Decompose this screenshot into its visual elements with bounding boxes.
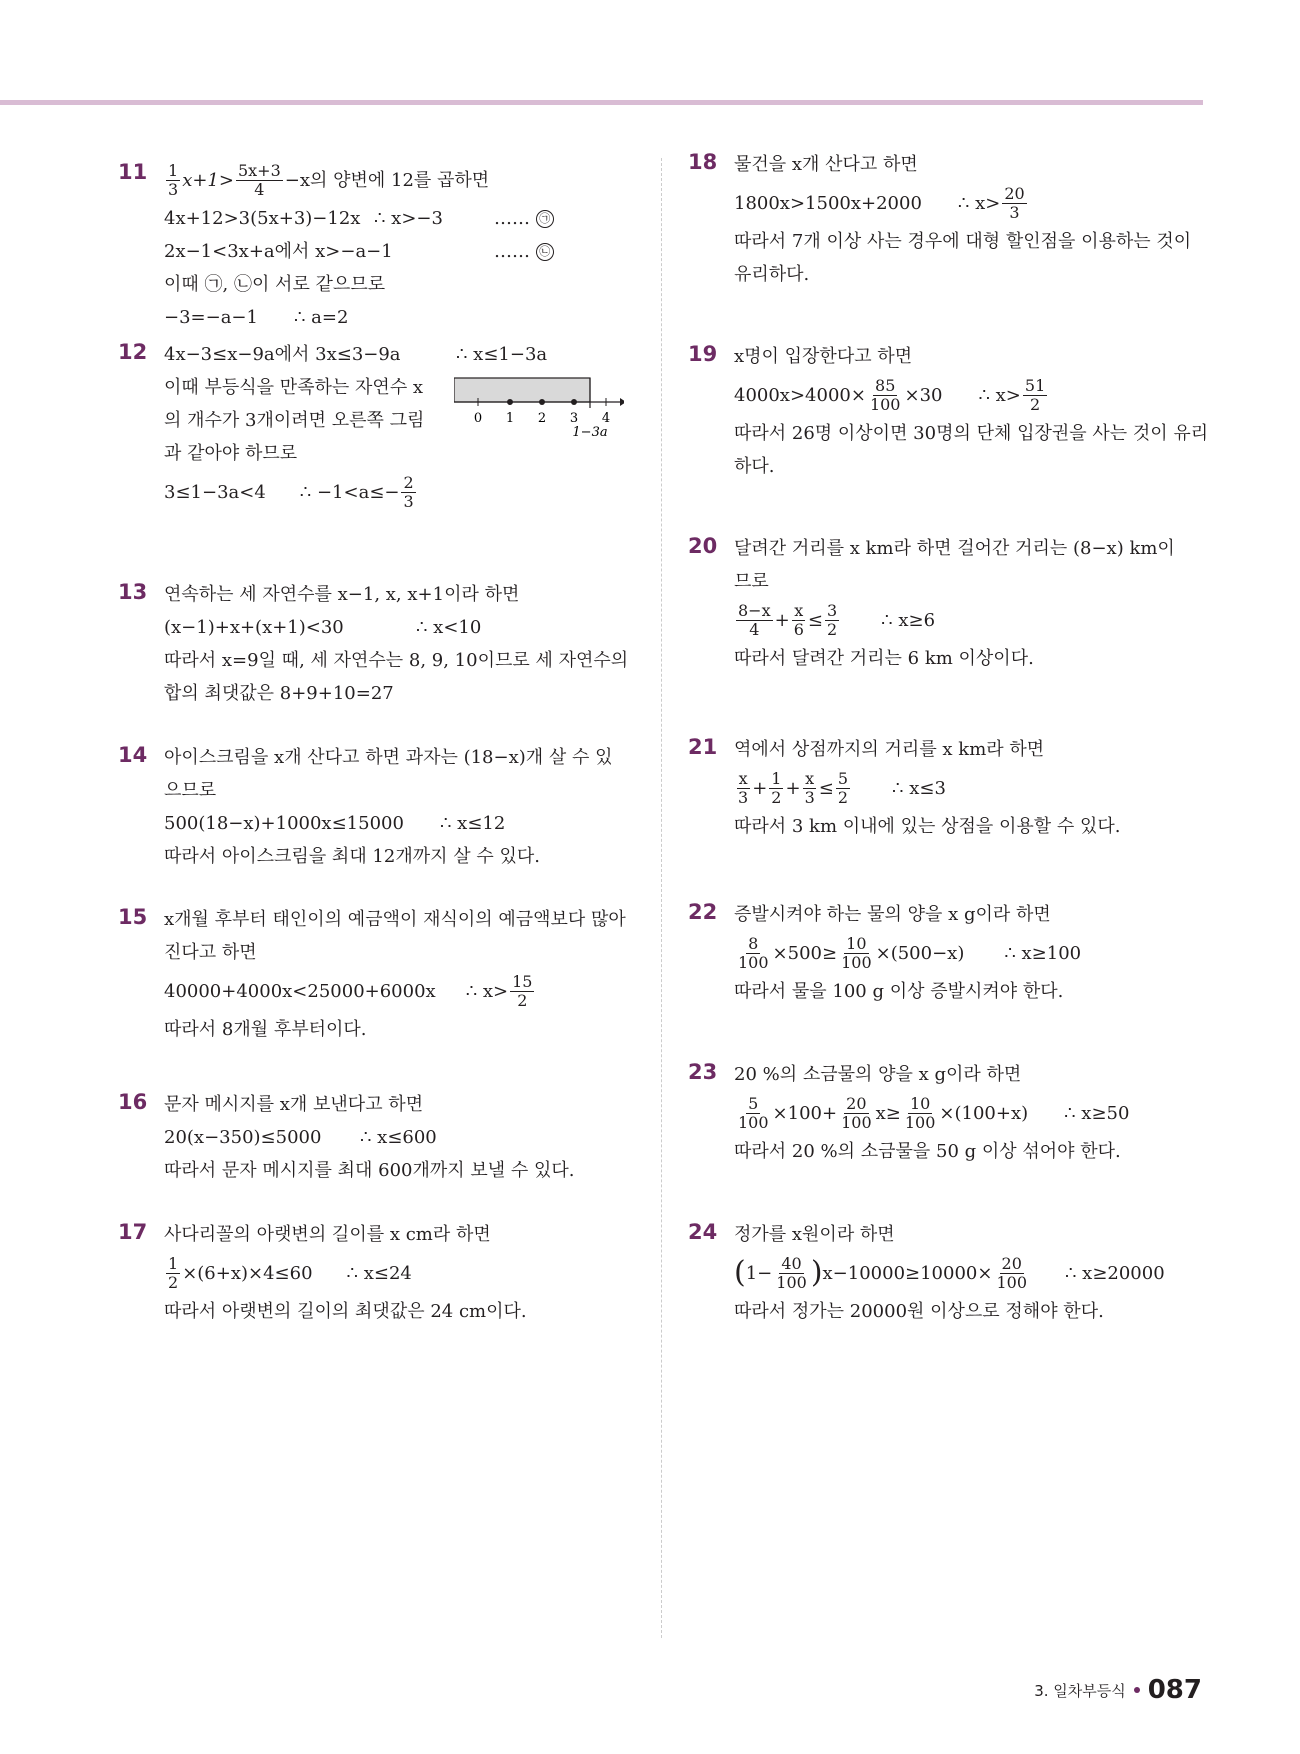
line: 므로	[734, 571, 769, 592]
page-number: 087	[1147, 1675, 1202, 1705]
line: 문자 메시지를 x개 보낸다고 하면	[164, 1094, 424, 1115]
problem-14	[118, 741, 638, 873]
line: 의 개수가 3개이려면 오른쪽 그림	[164, 410, 425, 431]
line: 합의 최댓값은 8+9+10=27	[164, 683, 394, 704]
line: 사다리꼴의 아랫변의 길이를 x cm라 하면	[164, 1224, 491, 1245]
fraction: $\frac{1}{3}$	[168, 160, 179, 199]
problem-21	[688, 733, 1208, 843]
line: 따라서 문자 메시지를 최대 600개까지 보낼 수 있다.	[164, 1160, 575, 1181]
problem-23	[688, 1058, 1208, 1168]
line: 따라서 아이스크림을 최대 12개까지 살 수 있다.	[164, 846, 540, 867]
line: (x−1)+x+(x+1)<30 ∴ x<10	[164, 617, 482, 638]
bullet-dot	[1134, 1687, 1140, 1693]
point-2	[539, 399, 545, 405]
fraction: $\frac{20}{100}$	[841, 1093, 872, 1132]
fraction: $\frac{5x+3}{4}$	[237, 160, 281, 199]
problem-number: 17	[118, 1220, 148, 1244]
tick-label-4: 4	[601, 411, 611, 426]
page-footer	[1034, 1675, 1202, 1705]
problem-24	[688, 1218, 1208, 1328]
fraction: $\frac{x}{3}$	[804, 768, 815, 807]
tick-label-0: 0	[473, 411, 483, 426]
problem-18	[688, 148, 1208, 291]
line: 증발시켜야 하는 물의 양을 x g이라 하면	[734, 904, 1051, 925]
line: 따라서 물을 100 g 이상 증발시켜야 한다.	[734, 981, 1064, 1002]
top-rule	[0, 100, 1203, 105]
shaded-region	[454, 378, 590, 402]
line: $\frac{8}{100}$ ×500≥ $\frac{10}{100}$ ×(500−x) ∴ x≥100	[738, 933, 1082, 972]
problem-17	[118, 1218, 638, 1328]
fraction: $\frac{5}{100}$	[738, 1093, 769, 1132]
line: x명이 입장한다고 하면	[734, 346, 913, 367]
boundary-label: 1−3a	[572, 425, 608, 440]
line: 진다고 하면	[164, 942, 257, 963]
problem-number: 11	[118, 160, 148, 184]
line: 연속하는 세 자연수를 x−1, x, x+1이라 하면	[164, 584, 520, 605]
line: 유리하다.	[734, 264, 810, 285]
fraction: $\frac{8-x}{4}$	[738, 600, 771, 639]
line: 이때 부등식을 만족하는 자연수 x	[164, 377, 424, 398]
fraction: $\frac{10}{100}$	[904, 1093, 936, 1132]
problem-15	[118, 903, 638, 1046]
line: 이때 ㉠, ㉡이 서로 같으므로	[164, 274, 386, 295]
fraction: $\frac{5}{2}$	[837, 768, 849, 807]
fraction: $\frac{51}{2}$	[1024, 375, 1046, 414]
line: $\frac{8-x}{4}$ + $\frac{x}{6}$ ≤ $\frac{3}{2}$ ∴ x≥6	[738, 600, 936, 639]
line: $\frac{x}{3}$ + $\frac{1}{2}$ + $\frac{x}{3}$ ≤ $\frac{5}{2}$ ∴ x≤3	[738, 768, 946, 807]
line: 물건을 x개 산다고 하면	[734, 154, 918, 175]
fraction: $\frac{85}{100}$	[869, 375, 901, 414]
problem-19	[688, 340, 1208, 483]
line: 3≤1−3a<4 ∴ −1<a≤− $\frac{2}{3}$	[164, 472, 414, 511]
problem-number: 15	[118, 905, 148, 929]
line: $\frac{1}{2}$ ×(6+x)×4≤60 ∴ x≤24	[168, 1253, 412, 1292]
problem-number: 18	[688, 150, 718, 174]
problem-16	[118, 1088, 638, 1187]
line: ( 1− $\frac{40}{100}$ ) x−10000≥10000× $\frac{20}{100}$ ∴ x≥20000	[734, 1253, 1165, 1292]
chapter-label: 3. 일차부등식	[1034, 1681, 1126, 1700]
point-3	[571, 399, 577, 405]
problem-number: 20	[688, 534, 718, 558]
fraction: $\frac{40}{100}$	[776, 1253, 807, 1292]
line: 따라서 x=9일 때, 세 자연수는 8, 9, 10이므로 세 자연수의	[164, 650, 629, 671]
line: 으므로	[164, 780, 217, 801]
problem-number: 19	[688, 342, 718, 366]
fraction: $\frac{20}{100}$	[996, 1253, 1027, 1292]
line: 정가를 x원이라 하면	[734, 1224, 895, 1245]
fraction: $\frac{3}{2}$	[826, 600, 838, 639]
line: 따라서 20 %의 소금물을 50 g 이상 섞어야 한다.	[734, 1141, 1121, 1162]
fraction: $\frac{2}{3}$	[403, 472, 414, 511]
line: 40000+4000x<25000+6000x ∴ x> $\frac{15}{2}$	[164, 971, 533, 1010]
circled-label: ㉡	[536, 243, 554, 261]
line: 따라서 7개 이상 사는 경우에 대형 할인점을 이용하는 것이	[734, 231, 1192, 252]
line: 하다.	[734, 456, 775, 477]
tick-label-3: 3	[569, 411, 579, 426]
line: 1800x>1500x+2000 ∴ x> $\frac{20}{3}$	[734, 183, 1025, 222]
line: 따라서 아랫변의 길이의 최댓값은 24 cm이다.	[164, 1301, 527, 1322]
line: 4000x>4000× $\frac{85}{100}$ ×30 ∴ x> $\frac{51}{2}$	[734, 375, 1046, 414]
line: 20(x−350)≤5000 ∴ x≤600	[164, 1127, 437, 1148]
number-line-figure	[454, 368, 624, 448]
line: 4x+12>3(5x+3)−12x ∴ x>−3 …… ㉠	[164, 202, 638, 235]
line: 따라서 8개월 후부터이다.	[164, 1019, 367, 1040]
fraction: $\frac{1}{2}$	[771, 768, 782, 807]
line: 4x−3≤x−9a에서 3x≤3−9a ∴ x≤1−3a	[164, 344, 548, 365]
line: $\frac{1}{3}$ x+1> $\frac{5x+3}{4}$ −x의 양변에 12를 곱하면	[168, 160, 490, 199]
problem-13	[118, 578, 638, 710]
line: 아이스크림을 x개 산다고 하면 과자는 (18−x)개 살 수 있	[164, 747, 613, 768]
line: 과 같아야 하므로	[164, 443, 298, 464]
problem-number: 23	[688, 1060, 718, 1084]
line: 따라서 달려간 거리는 6 km 이상이다.	[734, 648, 1034, 669]
line: $\frac{5}{100}$ ×100+ $\frac{20}{100}$ x≥ $\frac{10}{100}$ ×(100+x) ∴ x≥50	[738, 1093, 1130, 1132]
problem-11	[118, 158, 638, 334]
fraction: $\frac{1}{2}$	[168, 1253, 179, 1292]
point-1	[507, 399, 513, 405]
problem-number: 21	[688, 735, 718, 759]
line: 20 %의 소금물의 양을 x g이라 하면	[734, 1064, 1022, 1085]
problem-number: 14	[118, 743, 148, 767]
fraction: $\frac{15}{2}$	[512, 971, 533, 1010]
fraction: $\frac{20}{3}$	[1004, 183, 1025, 222]
fraction: $\frac{10}{100}$	[841, 933, 872, 972]
problem-20	[688, 532, 1208, 675]
line: 2x−1<3x+a에서 x>−a−1 …… ㉡	[164, 235, 638, 268]
line: 달려간 거리를 x km라 하면 걸어간 거리는 (8−x) km이	[734, 538, 1175, 559]
line: 따라서 정가는 20000원 이상으로 정해야 한다.	[734, 1301, 1104, 1322]
fraction: $\frac{x}{3}$	[738, 768, 749, 807]
problem-number: 12	[118, 340, 148, 364]
problem-number: 24	[688, 1220, 718, 1244]
line: −3=−a−1 ∴ a=2	[164, 307, 349, 328]
problem-number: 22	[688, 900, 718, 924]
arrow-head	[620, 398, 624, 406]
problem-12	[118, 338, 638, 514]
line: x개월 후부터 태인이의 예금액이 재식이의 예금액보다 많아	[164, 909, 626, 930]
fraction: $\frac{8}{100}$	[738, 933, 769, 972]
line: 따라서 3 km 이내에 있는 상점을 이용할 수 있다.	[734, 816, 1121, 837]
problem-22	[688, 898, 1208, 1008]
line: 따라서 26명 이상이면 30명의 단체 입장권을 사는 것이 유리	[734, 423, 1209, 444]
problem-number: 13	[118, 580, 148, 604]
line: 역에서 상점까지의 거리를 x km라 하면	[734, 739, 1045, 760]
column-divider	[661, 158, 662, 1638]
tick-label-1: 1	[505, 411, 515, 426]
problem-number: 16	[118, 1090, 148, 1114]
tick-label-2: 2	[537, 411, 547, 426]
fraction: $\frac{x}{6}$	[793, 600, 804, 639]
circled-label: ㉠	[536, 210, 554, 228]
line: 500(18−x)+1000x≤15000 ∴ x≤12	[164, 813, 506, 834]
